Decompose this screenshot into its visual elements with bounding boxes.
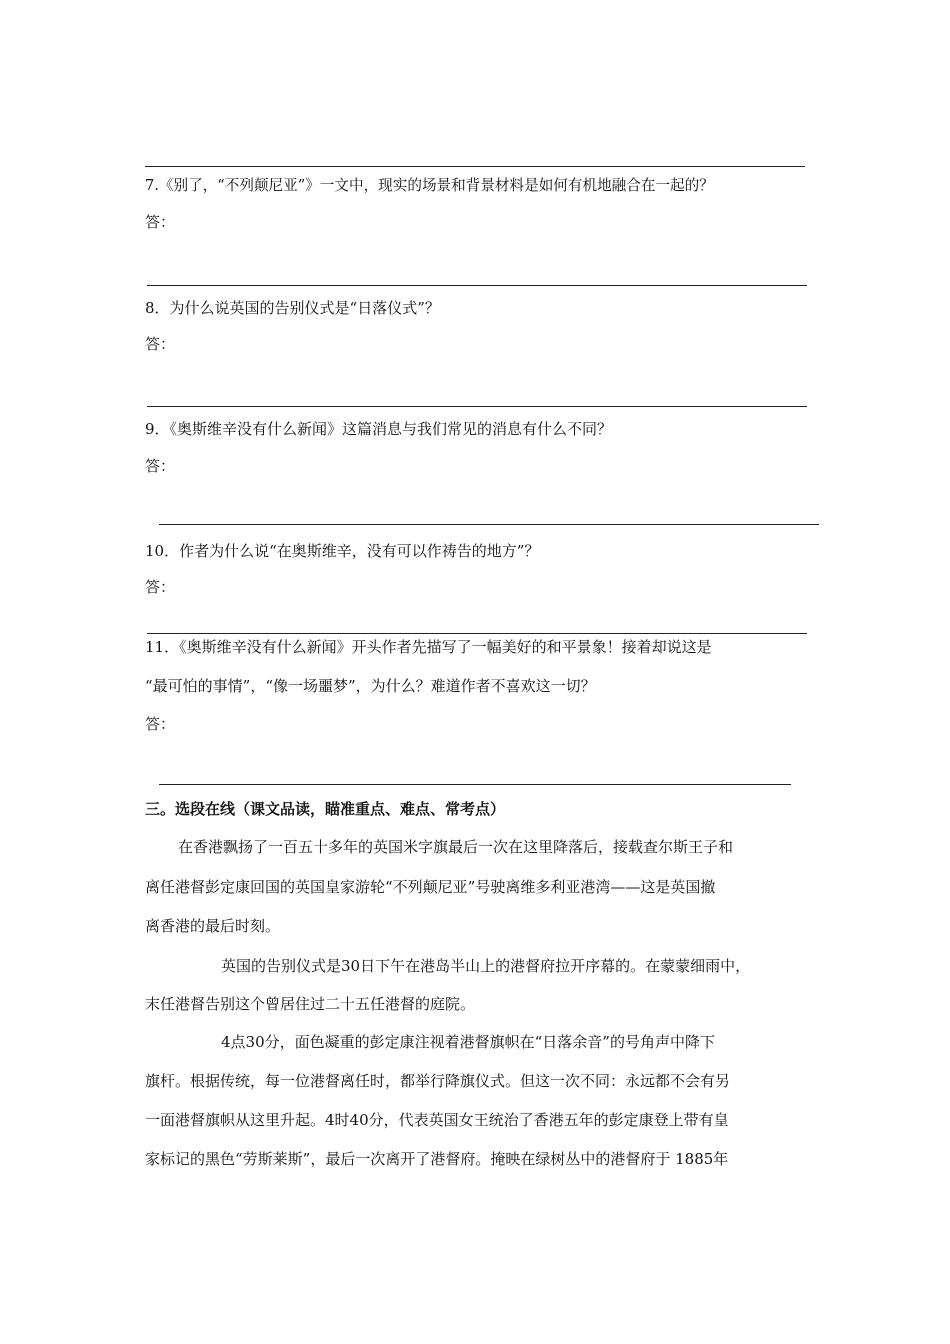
answer-line: [159, 524, 819, 525]
paragraph-line: 家标记的黑色“劳斯莱斯”，最后一次离开了港督府。掩映在绿树丛中的港督府于 1885年: [145, 1150, 729, 1168]
answer-line: [147, 406, 807, 407]
paragraph-line: 4点30分，面色凝重的彭定康注视着港督旗帜在“日落余音”的号角声中降下: [221, 1033, 715, 1051]
paragraph-line: 离任港督彭定康回国的英国皇家游轮“不列颠尼亚”号驶离维多利亚港湾——这是英国撤: [145, 878, 716, 896]
paragraph-line: 旗杆。根据传统，每一位港督离任时，都举行降旗仪式。但这一次不同：永远都不会有另: [145, 1072, 731, 1090]
answer-label: 答：: [145, 578, 176, 596]
answer-label: 答：: [145, 213, 176, 231]
question-10: 10．作者为什么说“在奥斯维辛，没有可以作祷告的地方”？: [145, 542, 540, 560]
paragraph-line: 在香港飘扬了一百五十多年的英国米字旗最后一次在这里降落后，接载查尔斯王子和: [178, 838, 734, 856]
answer-line: [147, 633, 807, 634]
answer-line: [159, 784, 791, 785]
paragraph-line: 离香港的最后时刻。: [145, 917, 281, 935]
answer-line: [145, 166, 805, 167]
question-11-cont: “最可怕的事情”，“像一场噩梦”，为什么？难道作者不喜欢这一切？: [145, 677, 596, 695]
paragraph-line: 一面港督旗帜从这里升起。4时40分，代表英国女王统治了香港五年的彭定康登上带有皇: [145, 1111, 729, 1129]
paragraph-line: 末任港督告别这个曾居住过二十五任港督的庭院。: [145, 995, 476, 1013]
answer-label: 答：: [145, 335, 176, 353]
question-7: 7.《别了，“不列颠尼亚”》一文中，现实的场景和背景材料是如何有机地融合在一起的？: [145, 177, 714, 194]
question-9: 9．《奥斯维辛没有什么新闻》这篇消息与我们常见的消息有什么不同？: [145, 420, 613, 438]
answer-line: [147, 285, 807, 286]
answer-label: 答：: [145, 457, 176, 475]
question-8: 8．为什么说英国的告别仪式是“日落仪式”？: [145, 299, 440, 317]
section-heading: 三。选段在线（课文品读，瞄准重点、难点、常考点）: [145, 800, 506, 818]
answer-label: 答：: [145, 715, 176, 733]
question-11: 11．《奥斯维辛没有什么新闻》开头作者先描写了一幅美好的和平景象！接着却说这是: [145, 638, 712, 656]
paragraph-line: 英国的告别仪式是30日下午在港岛半山上的港督府拉开序幕的。在蒙蒙细雨中，: [221, 957, 751, 975]
